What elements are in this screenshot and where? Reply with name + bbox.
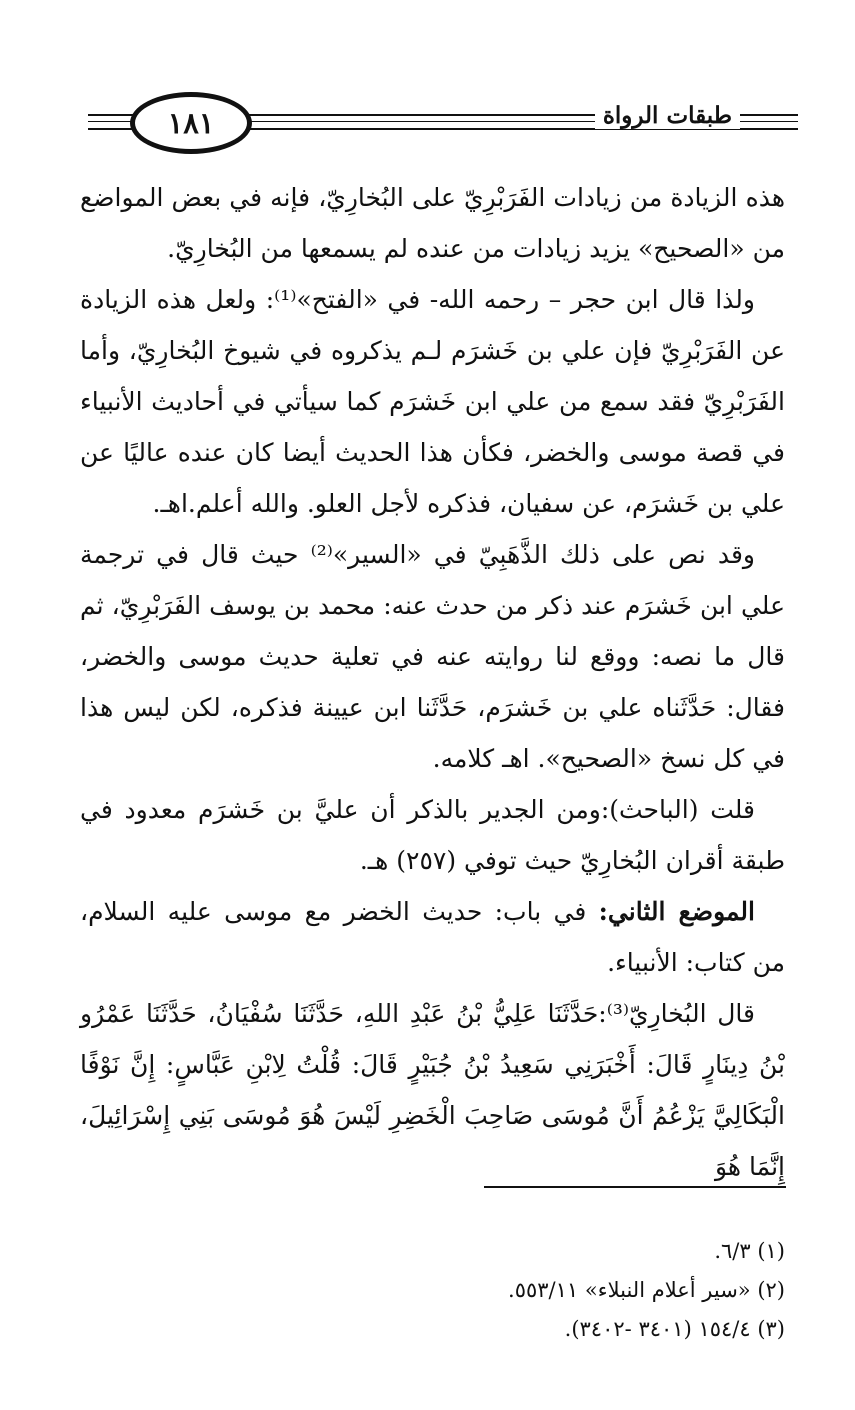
footnote-1: (١) ٦/٣.	[714, 1239, 785, 1263]
footnote-3: (٣) ١٥٤/٤ (٣٤٠١ -٣٤٠٢).	[564, 1317, 785, 1341]
page-header	[88, 92, 798, 158]
footnote-separator	[484, 1186, 786, 1188]
paragraph-2: ولذا قال ابن حجر – رحمه الله- في «الفتح»⁽¹⁾: ولعل هذه الزيادة عن الفَرَبْرِيّ فإن علي بن خَشرَم لـم يذكروه في شيوخ البُخارِيّ، وأما الفَرَبْرِيّ فقد سمع من علي ابن خَشرَم كما سيأتي في أحاديث الأنبياء في قصة موسى والخضر، فكأن هذا الحديث أيضا كان عنده عاليًا عن علي بن خَشرَم، عن سفيان، فذكره لأجل العلو. والله أعلم.اهـ.	[80, 285, 785, 518]
hadith-text: قال البُخارِيّ⁽³⁾:حَدَّثَنَا عَلِيُّ بْنُ عَبْدِ اللهِ، حَدَّثَنَا سُفْيَانُ، حَدَّثَنَا عَمْرُو بْنُ دِينَارٍ قَالَ: أَخْبَرَنِي سَعِيدُ بْنُ جُبَيْرٍ قَالَ: قُلْتُ لِابْنِ عَبَّاسٍ: إِنَّ نَوْفًا الْبَكَالِيَّ يَزْعُمُ أَنَّ مُوسَى صَاحِبَ الْخَضِرِ لَيْسَ هُوَ مُوسَى بَنِي إِسْرَائِيلَ، إِنَّمَا هُوَ	[80, 999, 785, 1181]
running-title: طبقات الرواة	[595, 102, 740, 129]
footnote-2: (٢) «سير أعلام النبلاء» ٥٥٣/١١.	[508, 1278, 785, 1302]
section-heading: الموضع الثاني:	[598, 897, 755, 926]
section-paragraph	[80, 886, 785, 988]
paragraph-3: وقد نص على ذلك الذَّهَبِيّ في «السير»⁽²⁾ حيث قال في ترجمة علي ابن خَشرَم عند ذكر من حدث عنه: محمد بن يوسف الفَرَبْرِيّ، ثم قال ما نصه: ووقع لنا روايته عنه في تعلية حديث موسى والخضر، فقال: حَدَّثَناه علي بن خَشرَم، حَدَّثَنا ابن عيينة فذكره، لكن ليس هذا في كل نسخ «الصحيح». اهـ كلامه.	[80, 540, 785, 773]
footnotes	[185, 1232, 785, 1349]
paragraph-4: قلت (الباحث):ومن الجدير بالذكر أن عليَّ بن خَشرَم معدود في طبقة أقران البُخارِيّ حيث توفي (٢٥٧) هـ.	[80, 795, 785, 875]
section-text: في باب: حديث الخضر مع موسى عليه السلام، من كتاب: الأنبياء.	[80, 897, 785, 977]
paragraph-1: هذه الزيادة من زيادات الفَرَبْرِيّ على البُخارِيّ، فإنه في بعض المواضع من «الصحيح» يزيد زيادات من عنده لم يسمعها من البُخارِيّ.	[80, 183, 785, 263]
page-number: ١٨١	[130, 92, 252, 154]
main-text	[80, 172, 785, 1192]
